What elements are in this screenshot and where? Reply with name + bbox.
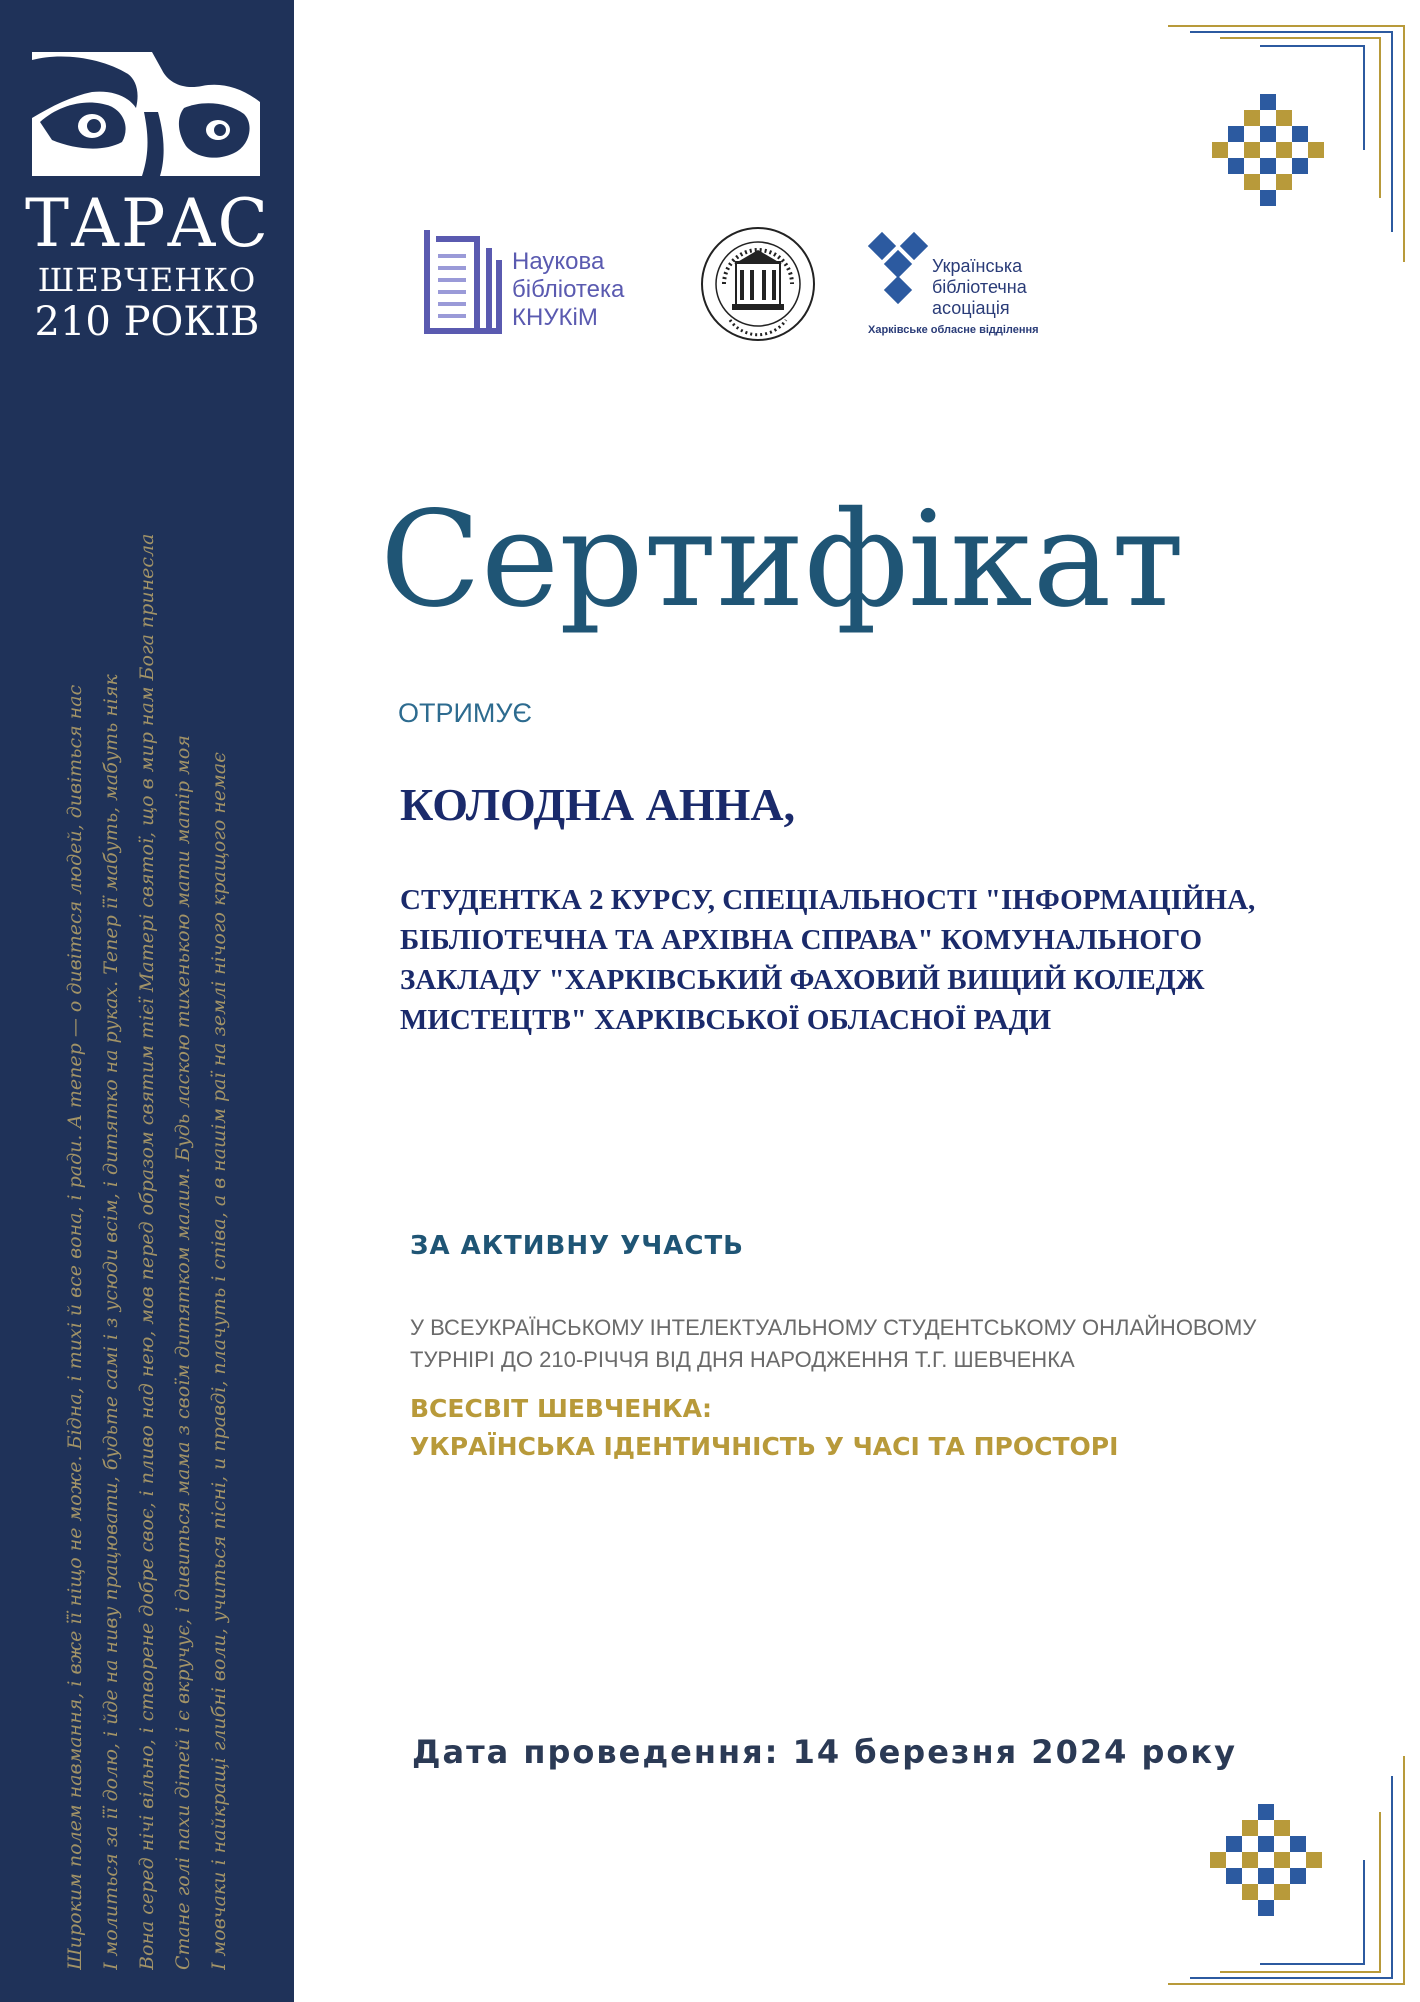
tournament-description: У ВСЕУКРАЇНСЬКОМУ ІНТЕЛЕКТУАЛЬНОМУ СТУДЕНТСЬКОМУ ОНЛАЙНОВОМУ ТУРНІРІ ДО 210-РІЧЧЯ ВІД ДНЯ НАРОДЖЕННЯ Т.Г. ШЕВЧЕНКА bbox=[410, 1315, 1257, 1372]
shevchenko-portrait-logo bbox=[32, 52, 260, 176]
poem-line: Вона серед нічі вільно, і створене добре своє, і пливо над нею, мов перед образом святим тієї Матері святої, що в мир нам Бога принесла bbox=[136, 533, 158, 1970]
event-name bbox=[410, 1390, 1118, 1466]
ula-subtitle: Харківське обласне відділення bbox=[868, 324, 1039, 336]
certificate-title: Сертифікат bbox=[380, 483, 1185, 637]
sidebar bbox=[0, 0, 294, 2002]
poem-line: Стане голі пахи дітей і є вкручує, і дивиться мама з своїм дитятком малим. Будь ласкою тихенькою мати матір моя bbox=[172, 735, 194, 1970]
receives-label: ОТРИМУЄ bbox=[398, 698, 532, 728]
logo-title-line-3: 210 РОКІВ bbox=[34, 299, 260, 345]
poem-line: Широким полем навмання, і вже її ніщо не може. Бідна, і тихі й все вона, і ради. А тепер — о дивітеся людей, дивіться нас bbox=[64, 684, 86, 1970]
ukrainian-library-association-logo bbox=[868, 226, 1048, 346]
logo-title-line-2: ШЕВЧЕНКО bbox=[37, 261, 257, 299]
korolenko-library-seal bbox=[694, 222, 822, 346]
ula-name: Українська бібліотечна асоціація bbox=[932, 256, 1027, 318]
event-name-line-1: ВСЕСВІТ ШЕВЧЕНКА: bbox=[410, 1394, 712, 1423]
knukim-library-name: Наукова бібліотека КНУКіМ bbox=[512, 248, 625, 331]
handwritten-poem bbox=[60, 470, 240, 1970]
top-right-ornament bbox=[1160, 18, 1412, 270]
logo-title-line-1: ТАРАС bbox=[25, 185, 269, 262]
event-date: Дата проведення: 14 березня 2024 року bbox=[412, 1733, 1237, 1771]
bottom-right-ornament bbox=[1160, 1752, 1412, 1992]
ula-mark-icon bbox=[868, 230, 932, 326]
recipient-description: СТУДЕНТКА 2 КУРСУ, СПЕЦІАЛЬНОСТІ "ІНФОРМАЦІЙНА, БІБЛІОТЕЧНА ТА АРХІВНА СПРАВА" КОМУНАЛЬНОГО ЗАКЛАДУ "ХАРКІВСЬКИЙ ФАХОВИЙ ВИЩИЙ КОЛЕДЖ МИСТЕЦТВ" ХАРКІВСЬКОЇ ОБЛАСНОЇ РАДИ bbox=[400, 884, 1256, 1036]
poem-line: І молиться за її долю, і йде на ниву працювати, будьте самі і з усюди всім, і дитятко на руках. Тепер її мабуть, мабуть ніяк bbox=[100, 674, 122, 1970]
knukim-library-logo bbox=[424, 228, 654, 338]
for-active-participation-label: ЗА АКТИВНУ УЧАСТЬ bbox=[410, 1231, 745, 1261]
poem-line: І мовчаки і найкращі глибні воли, учиться пісні, и правді, плачуть і співа, а в нашім раї на землі нічого кращого немає bbox=[208, 752, 230, 1970]
recipient-name: КОЛОДНА АННА, bbox=[400, 779, 796, 830]
library-building-icon bbox=[424, 230, 504, 334]
event-name-line-2: УКРАЇНСЬКА ІДЕНТИЧНІСТЬ У ЧАСІ ТА ПРОСТОРІ bbox=[410, 1432, 1119, 1461]
